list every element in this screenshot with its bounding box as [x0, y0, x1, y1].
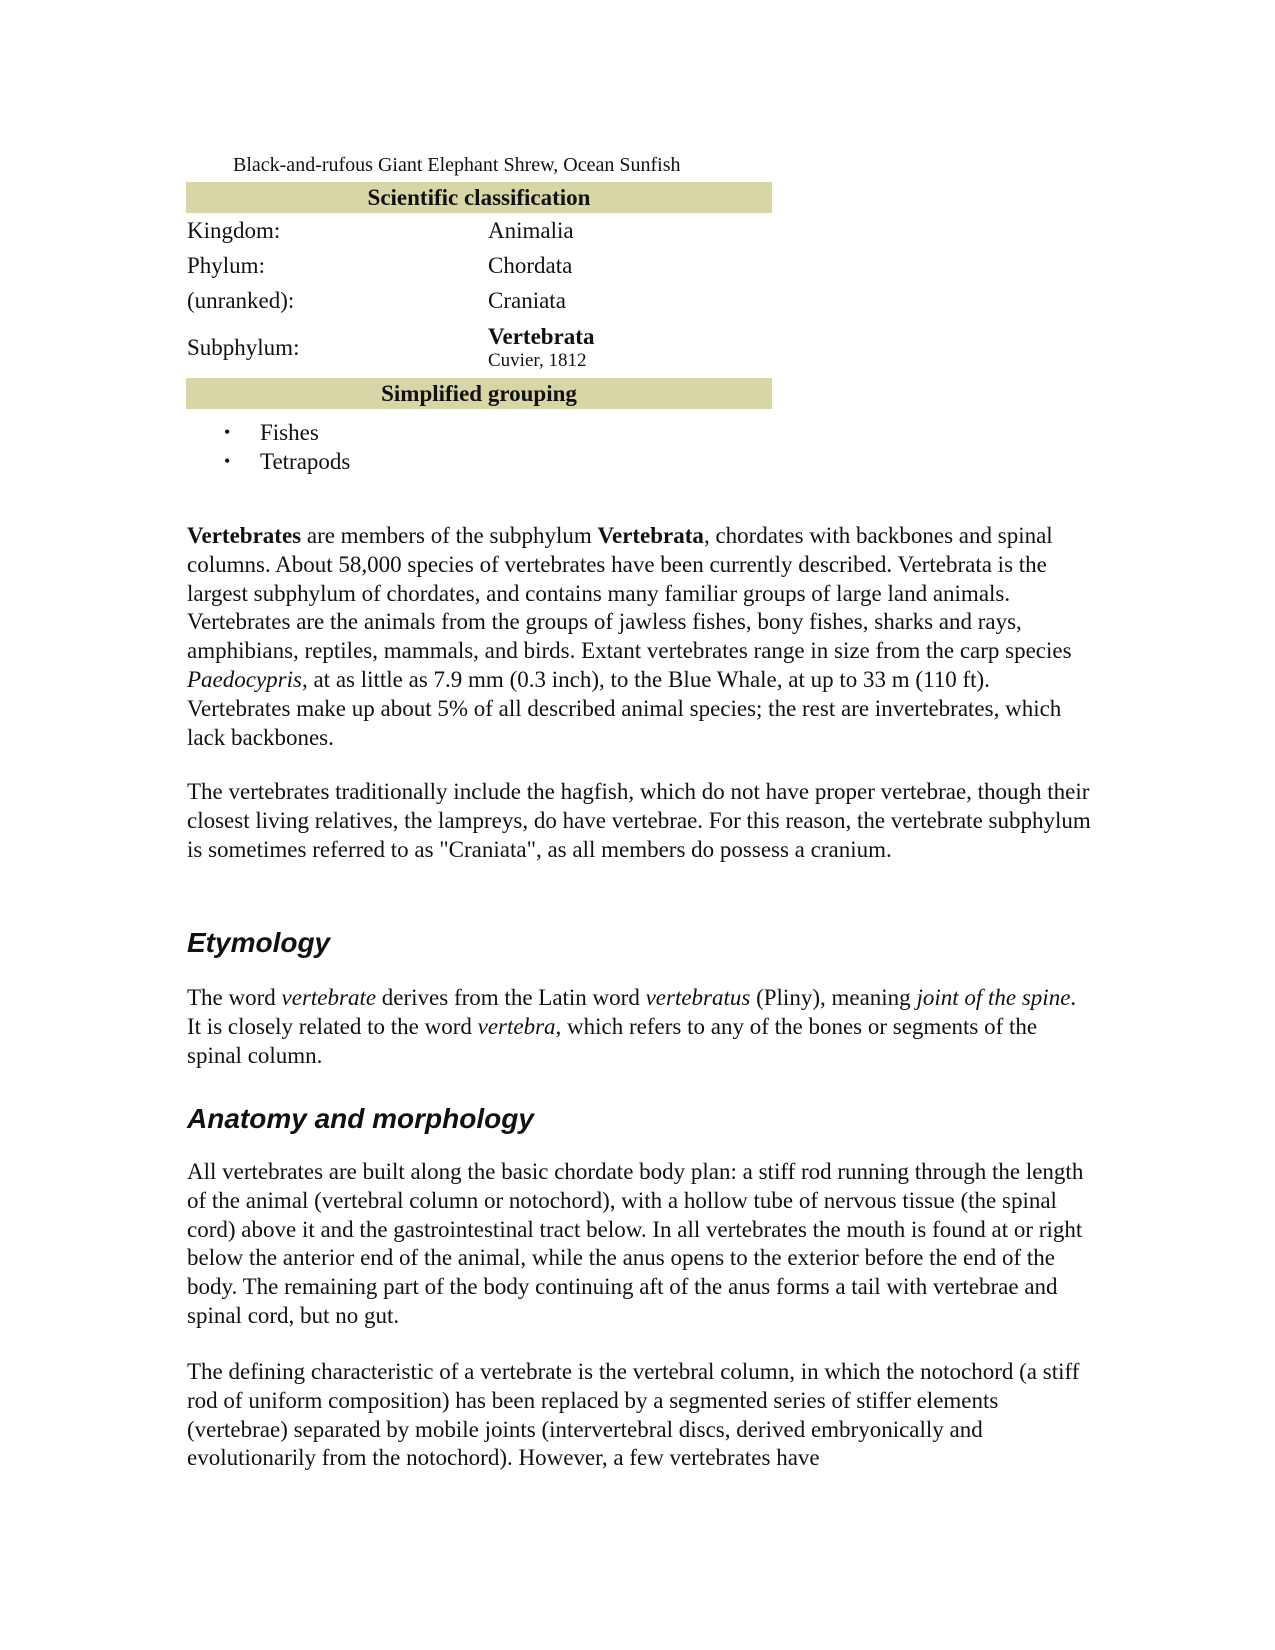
bullet-icon: • — [224, 451, 231, 471]
text-run: , which refers to any of the bones or segments of the spinal column. — [187, 1013, 1038, 1068]
bullet-icon: • — [224, 422, 231, 442]
text-run: . It is closely related to the word — [187, 985, 1077, 1039]
term-italic: vertebratus — [645, 985, 751, 1010]
image-caption: Black-and-rufous Giant Elephant Shrew, Ocean Sunfish — [233, 154, 681, 176]
text-run: (Pliny), meaning — [750, 985, 917, 1010]
intro-paragraph-1 — [187, 522, 1092, 752]
list-item — [186, 447, 350, 476]
anatomy-paragraph-1: All vertebrates are built along the basic chordate body plan: a stiff rod running through the length of the animal (vertebral column or notochord), with a hollow tube of nervous tissue (the spinal cord) above it and the gastrointestinal tract below. In all vertebrates the mouth is found at or right below the anterior end of the animal, while the anus opens to the exterior before the end of the body. The remaining part of the body continuing aft of the anus forms a tail with vertebrae and spinal cord, but no gut. — [187, 1159, 1084, 1328]
term-bold: Vertebrata — [597, 523, 704, 548]
etymology-heading: Etymology — [187, 927, 331, 958]
term-bold: Vertebrates — [187, 523, 302, 548]
text-run: , at as little as 7.9 mm (0.3 inch), to the Blue Whale, at up to 33 m (110 ft). Vertebrates make up about 5% of all described animal species; the rest are invertebrates, which lack backbones. — [187, 666, 1062, 750]
taxo-row-subphylum — [186, 318, 772, 378]
etymology-paragraph — [187, 984, 1092, 1070]
term-italic: Paedocypris — [187, 666, 302, 692]
taxon-name: Chordata — [488, 252, 573, 278]
intro-paragraph-2: The vertebrates traditionally include the hagfish, which do not have proper vertebrae, though their closest living relatives, the lampreys, do have vertebrae. For this reason, the vertebrate subphylum is sometimes referred to as "Craniata", as all members do possess a cranium. — [187, 779, 1091, 862]
grouping-list — [186, 418, 350, 476]
taxo-row-kingdom — [186, 213, 772, 248]
grouping-header: Simplified grouping — [186, 378, 772, 409]
term-italic: vertebrate — [281, 985, 377, 1010]
taxon-name: Animalia — [488, 217, 574, 243]
anatomy-paragraph-2: The defining characteristic of a vertebrate is the vertebral column, in which the notochord (a stiff rod of uniform composition) has been replaced by a segmented series of stiffer elements (vertebrae) separated by mobile joints (intervertebral discs, derived embryonically and evolutionarily from the notochord). However, a few vertebrates have — [187, 1359, 1080, 1471]
rank-label: Kingdom: — [187, 217, 281, 243]
rank-label: Phylum: — [187, 252, 265, 278]
taxon-authority: Cuvier, 1812 — [488, 350, 587, 371]
text-run: The word — [187, 985, 282, 1010]
group-name: Fishes — [260, 420, 319, 445]
text-run: , chordates with backbones and spinal columns. About 58,000 species of vertebrates have been currently described. Vertebrata is the largest subphylum of chordates, and contains many familiar groups of large land animals. Vertebrates are the animals from the groups of jawless fishes, bony fishes, sharks and rays, amphibians, reptiles, mammals, and birds. Extant vertebrates range in size from the carp species — [187, 523, 1072, 664]
taxo-row-unranked — [186, 283, 772, 318]
anatomy-heading: Anatomy and morphology — [187, 1103, 534, 1134]
group-name: Tetrapods — [260, 449, 351, 474]
taxobox — [186, 182, 772, 409]
rank-label: Subphylum: — [187, 335, 300, 360]
taxo-row-phylum — [186, 248, 772, 283]
text-run: are members of the subphylum — [301, 523, 598, 548]
classification-header: Scientific classification — [186, 182, 772, 213]
taxon-name: Vertebrata — [488, 324, 595, 349]
taxon-name: Craniata — [488, 287, 566, 313]
rank-label: (unranked): — [187, 287, 295, 313]
term-italic: vertebra — [477, 1013, 556, 1039]
term-italic: joint of the spine — [916, 985, 1071, 1010]
taxon-cell — [488, 324, 772, 372]
list-item — [186, 418, 350, 447]
text-run: derives from the Latin word — [376, 985, 646, 1010]
